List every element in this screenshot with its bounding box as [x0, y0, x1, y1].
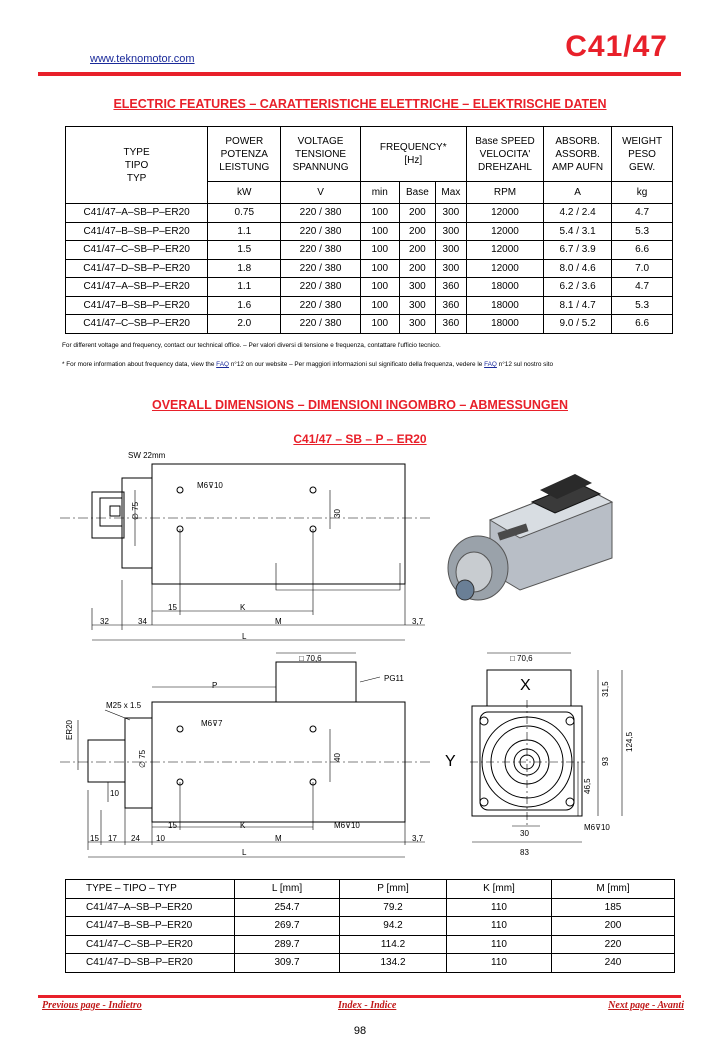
feature-cell: 8.0 / 4.6 [544, 259, 612, 278]
feature-cell: 5.4 / 3.1 [544, 222, 612, 241]
label-46-5: 46,5 [583, 778, 592, 794]
label-l-top: L [242, 632, 247, 641]
feature-cell: 100 [360, 204, 399, 223]
feature-cell: C41/47–A–SB–P–ER20 [66, 204, 208, 223]
feature-cell: 1.5 [208, 241, 281, 260]
motor-3d-image [448, 474, 612, 600]
dims-cell: 79.2 [340, 898, 447, 917]
feature-cell: 300 [399, 278, 435, 297]
dimensions-table [65, 879, 675, 973]
feature-cell: 200 [399, 259, 435, 278]
feature-cell: 300 [435, 222, 466, 241]
label-x: X [520, 677, 531, 694]
dims-cell: 94.2 [340, 917, 447, 936]
feature-cell: 220 / 380 [281, 222, 360, 241]
feature-cell: 300 [435, 204, 466, 223]
label-m-top: M [275, 617, 282, 626]
label-m-bottom: M [275, 834, 282, 843]
dims-cell: 240 [552, 954, 675, 973]
feature-cell: C41/47–B–SB–P–ER20 [66, 222, 208, 241]
page-number: 98 [353, 1025, 367, 1037]
label-30-front: 30 [520, 829, 529, 838]
model-title: C41/47 [565, 30, 668, 63]
feature-cell: 9.0 / 5.2 [544, 315, 612, 334]
dims-cell: 134.2 [340, 954, 447, 973]
feature-cell: C41/47–C–SB–P–ER20 [66, 241, 208, 260]
label-m25: M25 x 1.5 [106, 701, 142, 710]
label-d40: 40 [333, 753, 342, 762]
feature-cell: 4.2 / 2.4 [544, 204, 612, 223]
feature-cell: 6.6 [612, 315, 673, 334]
label-y: Y [445, 753, 456, 770]
features-title: ELECTRIC FEATURES – CARATTERISTICHE ELETTRICHE – ELEKTRISCHE DATEN [113, 97, 607, 111]
dims-cell: C41/47–B–SB–P–ER20 [66, 917, 235, 936]
label-10-bottom: 10 [156, 834, 165, 843]
feature-cell: 5.3 [612, 296, 673, 315]
feature-cell: 360 [435, 315, 466, 334]
feature-cell: 12000 [466, 222, 543, 241]
feature-cell: 220 / 380 [281, 259, 360, 278]
header-power: POWER POTENZA LEISTUNG [208, 127, 281, 182]
label-m6-10-front: M6⊽10 [584, 823, 610, 832]
feature-cell: C41/47–C–SB–P–ER20 [66, 315, 208, 334]
feature-cell: 200 [399, 204, 435, 223]
website-link[interactable]: www.teknomotor.com [90, 53, 195, 65]
dims-row [66, 935, 675, 954]
feature-cell: 360 [435, 296, 466, 315]
features-table [65, 126, 673, 334]
label-24: 24 [131, 834, 140, 843]
feature-cell: 6.7 / 3.9 [544, 241, 612, 260]
dims-cell: 185 [552, 898, 675, 917]
header-type: TYPE TIPO TYP [66, 127, 208, 204]
dims-cell: 200 [552, 917, 675, 936]
index-link[interactable]: Index - Indice [338, 1000, 397, 1011]
feature-cell: C41/47–A–SB–P–ER20 [66, 278, 208, 297]
label-k-bottom: K [240, 821, 246, 830]
feature-cell: 300 [399, 315, 435, 334]
label-p: P [212, 681, 218, 690]
next-page-link[interactable]: Next page - Avanti [608, 1000, 684, 1011]
dimension-drawings [0, 450, 720, 870]
feature-cell: 1.6 [208, 296, 281, 315]
label-15-bottom: 15 [168, 821, 177, 830]
label-er20: ER20 [65, 719, 74, 740]
dims-cell: 110 [447, 954, 552, 973]
feature-cell: 12000 [466, 204, 543, 223]
dims-cell: 220 [552, 935, 675, 954]
feature-row [66, 278, 673, 297]
feature-row [66, 315, 673, 334]
footer-rule [38, 995, 681, 998]
header-rule [38, 72, 681, 76]
feature-cell: 100 [360, 315, 399, 334]
feature-cell: 2.0 [208, 315, 281, 334]
feature-cell: 100 [360, 296, 399, 315]
label-37-bottom: 3,7 [412, 834, 424, 843]
dims-cell: 289.7 [235, 935, 340, 954]
units-row: kW V min Base Max RPM A kg [66, 182, 673, 204]
feature-row [66, 204, 673, 223]
feature-cell: 220 / 380 [281, 296, 360, 315]
feature-row [66, 296, 673, 315]
note-frequency: * For more information about frequency data, view the FAQ n°12 on our website – Per maggiori informazioni sul significato della frequenza, vedere le FAQ n°12 sul nostro sito [62, 361, 554, 368]
label-k-top: K [240, 603, 246, 612]
front-view [470, 653, 622, 842]
header-frequency: FREQUENCY* [Hz] [360, 127, 466, 182]
feature-cell: 18000 [466, 315, 543, 334]
label-m6-10-bottom: M6⊽10 [334, 821, 360, 830]
dims-row [66, 898, 675, 917]
label-10-left: 10 [110, 789, 119, 798]
header-current: ABSORB. ASSORB. AMP AUFN [544, 127, 612, 182]
feature-cell: 6.6 [612, 241, 673, 260]
dims-row [66, 917, 675, 936]
feature-cell: 220 / 380 [281, 204, 360, 223]
feature-cell: 220 / 380 [281, 278, 360, 297]
feature-cell: 6.2 / 3.6 [544, 278, 612, 297]
dims-cell: 110 [447, 917, 552, 936]
feature-cell: 18000 [466, 296, 543, 315]
label-17: 17 [108, 834, 117, 843]
label-m6-10: M6⊽10 [197, 481, 223, 490]
dims-cell: 114.2 [340, 935, 447, 954]
feature-cell: 1.8 [208, 259, 281, 278]
feature-row [66, 241, 673, 260]
label-124-5: 124,5 [625, 731, 634, 752]
feature-row [66, 259, 673, 278]
previous-page-link[interactable]: Previous page - Indietro [42, 1000, 142, 1011]
feature-cell: 100 [360, 278, 399, 297]
feature-cell: 4.7 [612, 278, 673, 297]
label-m6-7: M6⊽7 [201, 719, 223, 728]
dims-row [66, 954, 675, 973]
feature-cell: 360 [435, 278, 466, 297]
feature-cell: 300 [399, 296, 435, 315]
dims-cell: 110 [447, 898, 552, 917]
dims-cell: 309.7 [235, 954, 340, 973]
feature-cell: 1.1 [208, 278, 281, 297]
feature-cell: 7.0 [612, 259, 673, 278]
dims-header-row: TYPE – TIPO – TYP L [mm] P [mm] K [mm] M [mm] [66, 880, 675, 899]
feature-row [66, 222, 673, 241]
feature-cell: 300 [435, 259, 466, 278]
label-83: 83 [520, 848, 529, 857]
note-voltage: For different voltage and frequency, contact our technical office. – Per valori diversi di tensione e frequenza, contattare l'ufficio tecnico. [62, 342, 441, 349]
label-d75-top: ∅ 75 [131, 501, 140, 520]
label-31-5: 31,5 [601, 681, 610, 697]
faq-link-2[interactable]: FAQ [484, 361, 497, 368]
dims-cell: C41/47–D–SB–P–ER20 [66, 954, 235, 973]
header-speed: Base SPEED VELOCITA' DREHZAHL [466, 127, 543, 182]
label-d30-top: 30 [333, 509, 342, 518]
feature-cell: 100 [360, 259, 399, 278]
feature-cell: 220 / 380 [281, 241, 360, 260]
label-15-top: 15 [168, 603, 177, 612]
label-15-left: 15 [90, 834, 99, 843]
label-d75-bottom: ∅ 75 [138, 749, 147, 768]
label-70-6-side: □ 70,6 [299, 654, 322, 663]
label-37-top: 3,7 [412, 617, 424, 626]
dims-cell: C41/47–C–SB–P–ER20 [66, 935, 235, 954]
label-34: 34 [138, 617, 147, 626]
dimensions-subtitle: C41/47 – SB – P – ER20 [293, 432, 427, 446]
feature-cell: C41/47–D–SB–P–ER20 [66, 259, 208, 278]
dims-cell: 254.7 [235, 898, 340, 917]
feature-cell: 4.7 [612, 204, 673, 223]
dims-cell: C41/47–A–SB–P–ER20 [66, 898, 235, 917]
label-70-6-front: □ 70,6 [510, 654, 533, 663]
label-sw: SW 22mm [128, 451, 166, 460]
feature-cell: 8.1 / 4.7 [544, 296, 612, 315]
feature-cell: 1.1 [208, 222, 281, 241]
dims-cell: 110 [447, 935, 552, 954]
dims-cell: 269.7 [235, 917, 340, 936]
label-32: 32 [100, 617, 109, 626]
dimensions-title: OVERALL DIMENSIONS – DIMENSIONI INGOMBRO – ABMESSUNGEN [151, 398, 568, 412]
feature-cell: C41/47–B–SB–P–ER20 [66, 296, 208, 315]
feature-cell: 220 / 380 [281, 315, 360, 334]
feature-cell: 200 [399, 222, 435, 241]
feature-cell: 100 [360, 241, 399, 260]
feature-cell: 12000 [466, 259, 543, 278]
header-voltage: VOLTAGE TENSIONE SPANNUNG [281, 127, 360, 182]
feature-cell: 12000 [466, 241, 543, 260]
side-view-top [60, 464, 430, 640]
label-93: 93 [601, 757, 610, 766]
faq-link-1[interactable]: FAQ [216, 361, 229, 368]
label-pg11: PG11 [384, 674, 404, 683]
feature-cell: 200 [399, 241, 435, 260]
label-l-bottom: L [242, 848, 247, 857]
header-weight: WEIGHT PESO GEW. [612, 127, 673, 182]
feature-cell: 300 [435, 241, 466, 260]
feature-cell: 100 [360, 222, 399, 241]
feature-cell: 18000 [466, 278, 543, 297]
feature-cell: 0.75 [208, 204, 281, 223]
feature-cell: 5.3 [612, 222, 673, 241]
